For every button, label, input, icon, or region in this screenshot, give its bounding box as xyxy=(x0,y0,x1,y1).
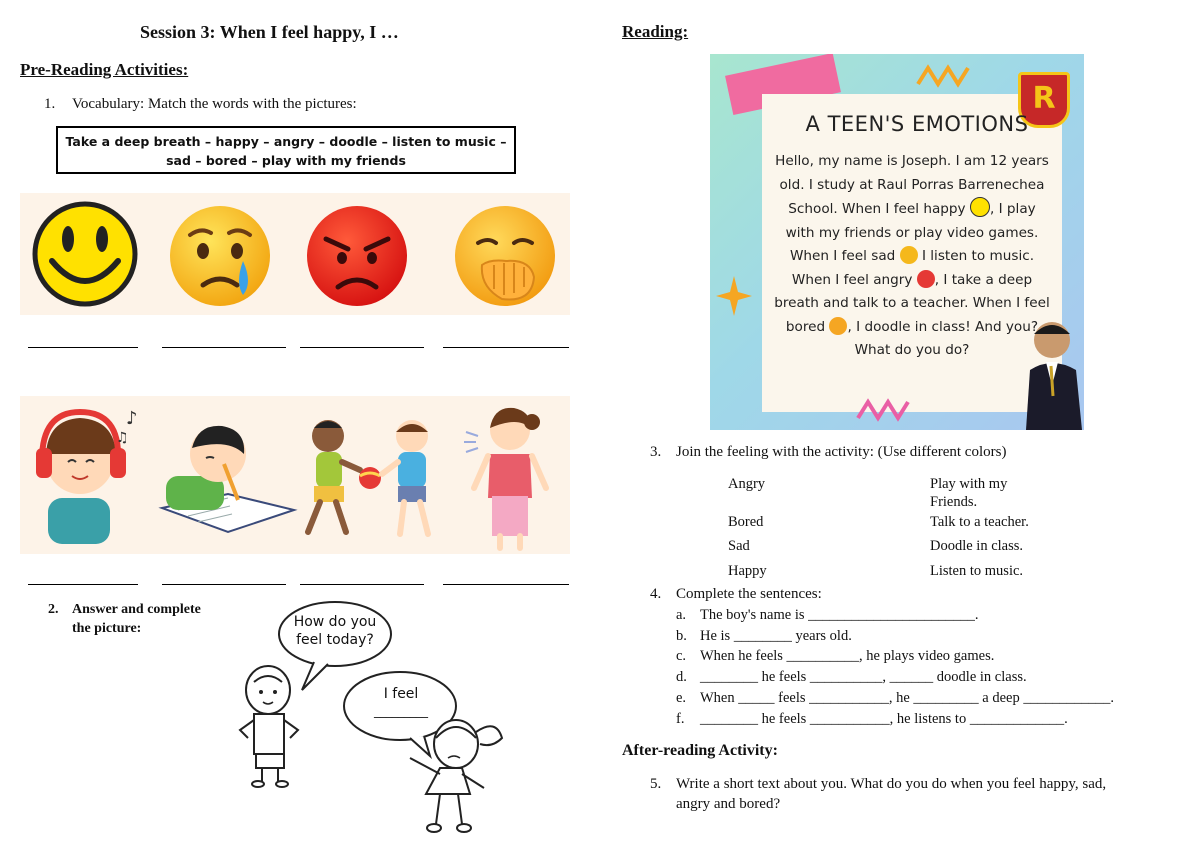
activity-strip xyxy=(20,396,570,554)
answer-blank-1[interactable] xyxy=(28,347,138,348)
answer-blank-4[interactable] xyxy=(443,347,569,348)
vocab-line-1: Take a deep breath – happy – angry – doodle – listen to music – xyxy=(65,134,507,149)
bubble-2-line-1: I feel xyxy=(383,686,419,702)
reading-text-part-1: Hello, my name is Joseph. I am 12 years old. I study at Raul Porras Barrenechea School. When I feel happy xyxy=(775,153,1049,217)
q2-line-1: Answer and complete xyxy=(72,602,201,617)
feeling-sad[interactable]: Sad xyxy=(728,538,750,554)
reading-card-title: A TEEN'S EMOTIONS xyxy=(805,112,1029,136)
zigzag-decoration-bottom xyxy=(856,394,916,424)
listening-to-music-icon xyxy=(28,402,148,548)
answer-blank-8[interactable] xyxy=(443,584,569,585)
sentence-b-letter: b. xyxy=(676,628,687,644)
bubble-2-line-2: _________ xyxy=(374,704,428,718)
sentence-d[interactable]: ________ he feels __________, ______ doodle in class. xyxy=(700,669,1027,685)
q2-line-2: the picture: xyxy=(72,621,142,636)
playing-with-friends-icon xyxy=(288,414,448,544)
reading-text-part-5: , I doodle in class! And you? What do you do? xyxy=(847,318,1039,358)
activity-doodle[interactable]: Doodle in class. xyxy=(930,538,1024,554)
activity-play-line-1[interactable]: Play with my xyxy=(930,476,1008,492)
bubble-1-line-1: How do you xyxy=(293,614,377,630)
q2-number: 2. xyxy=(48,602,59,617)
answer-blank-3[interactable] xyxy=(300,347,424,348)
q3-text: Join the feeling with the activity: (Use different colors) xyxy=(676,444,1007,460)
bubble-1-line-2: feel today? xyxy=(296,632,374,648)
sparkle-decoration xyxy=(714,274,754,334)
reading-text-part-4: , I take a deep breath and talk to a teacher. When I feel bored xyxy=(774,271,1050,335)
pre-reading-heading: Pre-Reading Activities: xyxy=(20,60,189,79)
feeling-angry[interactable]: Angry xyxy=(728,476,766,492)
inline-angry-icon xyxy=(917,270,935,288)
q5-line-2: angry and bored? xyxy=(676,796,781,812)
svg-text:♫: ♫ xyxy=(116,430,129,446)
sentence-e[interactable]: When _____ feels ___________, he _________ a deep ____________. xyxy=(700,690,1114,706)
reading-card xyxy=(710,54,1084,430)
activity-talk[interactable]: Talk to a teacher. xyxy=(930,514,1029,530)
vocabulary-word-box xyxy=(56,126,516,174)
sentence-a-letter: a. xyxy=(676,607,687,623)
worksheet-title: Session 3: When I feel happy, I … xyxy=(140,22,399,42)
smiley-face-icon xyxy=(30,201,140,307)
reading-card-text xyxy=(774,150,1050,363)
yawning-face-icon xyxy=(450,203,560,309)
angry-face-icon xyxy=(302,203,412,309)
q1-text: Vocabulary: Match the words with the pictures: xyxy=(72,96,357,112)
q5-number: 5. xyxy=(650,776,662,792)
deep-breath-icon xyxy=(460,402,560,552)
inline-happy-icon xyxy=(970,197,990,217)
q5-line-1: Write a short text about you. What do you do when you feel happy, sad, xyxy=(676,776,1107,792)
sentence-e-letter: e. xyxy=(676,690,687,706)
answer-blank-6[interactable] xyxy=(162,584,286,585)
sentence-c[interactable]: When he feels __________, he plays video games. xyxy=(700,648,995,664)
emoji-strip xyxy=(20,193,570,315)
inline-bored-icon xyxy=(829,317,847,335)
sentence-d-letter: d. xyxy=(676,669,687,685)
reading-text-part-2: , I play with my friends or play video games. When I feel sad xyxy=(785,201,1039,264)
activity-play-line-2[interactable]: Friends. xyxy=(930,494,978,510)
doodling-icon xyxy=(158,418,298,538)
conversation-drawing xyxy=(230,598,530,838)
sentence-f-letter: f. xyxy=(676,711,685,727)
svg-text:♪: ♪ xyxy=(126,408,138,429)
q4-text: Complete the sentences: xyxy=(676,586,822,602)
after-reading-heading: After-reading Activity: xyxy=(622,742,778,759)
reading-text-part-3: I listen to music. When I feel angry xyxy=(791,248,1035,288)
q1-number: 1. xyxy=(44,96,56,112)
crying-face-icon xyxy=(165,203,275,309)
q4-number: 4. xyxy=(650,586,662,602)
inline-sad-icon xyxy=(900,246,918,264)
sentence-c-letter: c. xyxy=(676,648,687,664)
feeling-bored[interactable]: Bored xyxy=(728,514,764,530)
answer-blank-2[interactable] xyxy=(162,347,286,348)
q3-number: 3. xyxy=(650,444,662,460)
sentence-a[interactable]: The boy's name is _______________________. xyxy=(700,607,979,623)
answer-blank-5[interactable] xyxy=(28,584,138,585)
school-logo-letter: R xyxy=(1032,81,1056,116)
zigzag-decoration xyxy=(916,60,976,90)
reading-heading: Reading: xyxy=(622,22,689,41)
answer-blank-7[interactable] xyxy=(300,584,424,585)
vocab-line-2: sad – bored – play with my friends xyxy=(166,153,406,168)
student-photo xyxy=(1018,316,1084,430)
sentence-b[interactable]: He is ________ years old. xyxy=(700,628,852,644)
feeling-happy[interactable]: Happy xyxy=(728,563,767,579)
sentence-f[interactable]: ________ he feels ___________, he listens to _____________. xyxy=(700,711,1068,727)
activity-music[interactable]: Listen to music. xyxy=(930,563,1024,579)
